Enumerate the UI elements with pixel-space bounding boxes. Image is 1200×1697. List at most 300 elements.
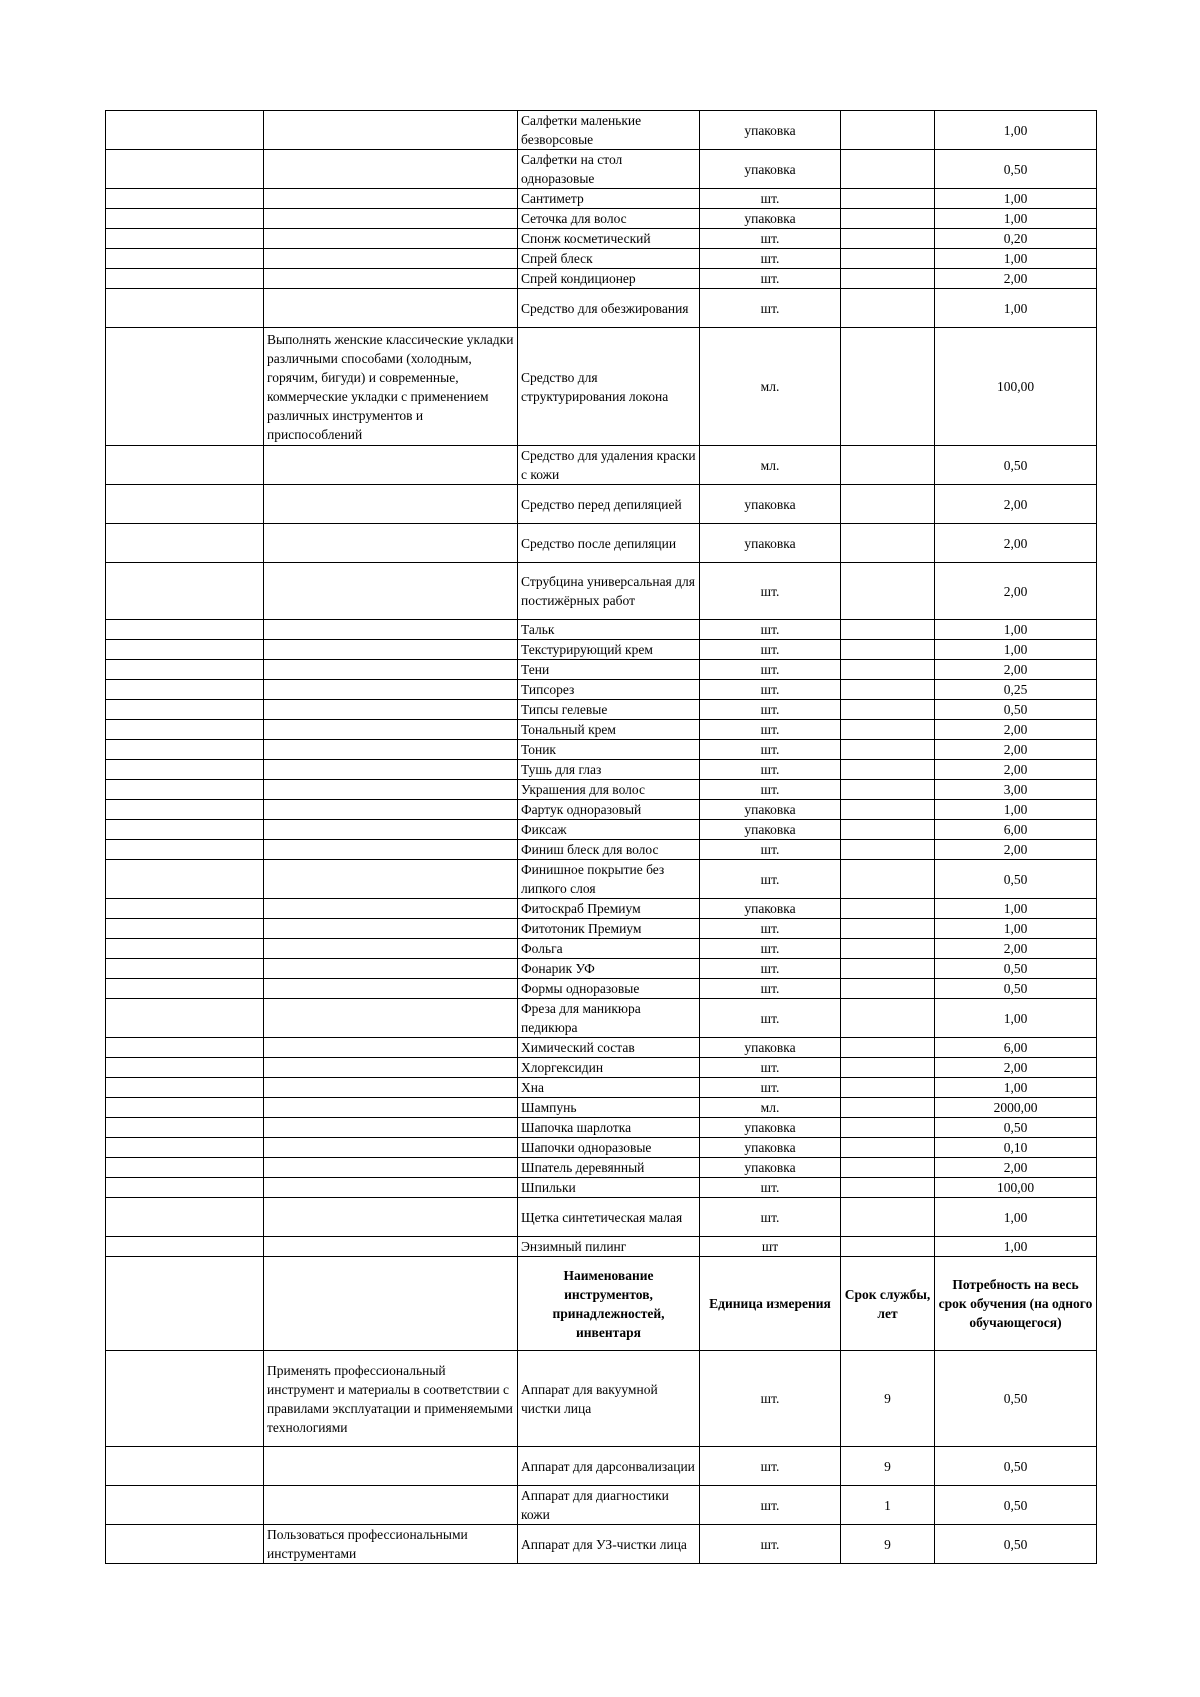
unit-cell: шт. xyxy=(700,760,841,780)
empty-cell xyxy=(106,1351,264,1447)
skill-cell xyxy=(264,229,518,249)
empty-cell xyxy=(106,939,264,959)
empty-cell xyxy=(106,150,264,189)
service-life-cell xyxy=(841,1038,935,1058)
unit-cell: шт. xyxy=(700,1198,841,1237)
empty-cell xyxy=(106,919,264,939)
unit-cell: упаковка xyxy=(700,1138,841,1158)
service-life-cell xyxy=(841,1078,935,1098)
skill-cell xyxy=(264,1158,518,1178)
empty-cell xyxy=(106,720,264,740)
unit-cell: шт. xyxy=(700,249,841,269)
quantity-cell: 1,00 xyxy=(935,111,1097,150)
table-row xyxy=(106,524,1097,563)
item-name-cell: Шапочка шарлотка xyxy=(518,1118,700,1138)
quantity-cell: 0,25 xyxy=(935,680,1097,700)
unit-cell: шт. xyxy=(700,1486,841,1525)
table-row xyxy=(106,289,1097,328)
quantity-cell: 2,00 xyxy=(935,1158,1097,1178)
service-life-cell: 9 xyxy=(841,1351,935,1447)
quantity-cell: 6,00 xyxy=(935,820,1097,840)
quantity-cell: 0,50 xyxy=(935,700,1097,720)
header-name: Наименование инструментов, принадлежностей, инвентаря xyxy=(518,1257,700,1351)
service-life-cell xyxy=(841,860,935,899)
service-life-cell xyxy=(841,959,935,979)
quantity-cell: 0,50 xyxy=(935,979,1097,999)
table-row xyxy=(106,760,1097,780)
item-name-cell: Тальк xyxy=(518,620,700,640)
empty-cell xyxy=(106,840,264,860)
skill-cell xyxy=(264,1058,518,1078)
empty-cell xyxy=(264,1257,518,1351)
item-name-cell: Салфетки на стол одноразовые xyxy=(518,150,700,189)
skill-cell xyxy=(264,524,518,563)
unit-cell: шт. xyxy=(700,939,841,959)
service-life-cell: 9 xyxy=(841,1525,935,1564)
unit-cell: шт. xyxy=(700,189,841,209)
table-row xyxy=(106,150,1097,189)
empty-cell xyxy=(106,820,264,840)
service-life-cell xyxy=(841,740,935,760)
quantity-cell: 1,00 xyxy=(935,289,1097,328)
table-row xyxy=(106,660,1097,680)
table-row xyxy=(106,700,1097,720)
table-row xyxy=(106,740,1097,760)
unit-cell: мл. xyxy=(700,328,841,446)
quantity-cell: 0,50 xyxy=(935,1351,1097,1447)
skill-cell xyxy=(264,446,518,485)
service-life-cell xyxy=(841,485,935,524)
item-name-cell: Финишное покрытие без липкого слоя xyxy=(518,860,700,899)
quantity-cell: 0,50 xyxy=(935,1525,1097,1564)
skill-cell xyxy=(264,249,518,269)
header-service-life: Срок службы, лет xyxy=(841,1257,935,1351)
skill-cell: Пользоваться профессиональными инструментами xyxy=(264,1525,518,1564)
item-name-cell: Химический состав xyxy=(518,1038,700,1058)
item-name-cell: Шапочки одноразовые xyxy=(518,1138,700,1158)
empty-cell xyxy=(106,1178,264,1198)
empty-cell xyxy=(106,1447,264,1486)
skill-cell xyxy=(264,1178,518,1198)
unit-cell: упаковка xyxy=(700,524,841,563)
unit-cell: шт. xyxy=(700,289,841,328)
skill-cell xyxy=(264,700,518,720)
empty-cell xyxy=(106,1138,264,1158)
empty-cell xyxy=(106,800,264,820)
unit-cell: шт. xyxy=(700,959,841,979)
item-name-cell: Шампунь xyxy=(518,1098,700,1118)
service-life-cell xyxy=(841,209,935,229)
skill-cell xyxy=(264,939,518,959)
service-life-cell xyxy=(841,979,935,999)
unit-cell: упаковка xyxy=(700,485,841,524)
table-row xyxy=(106,780,1097,800)
empty-cell xyxy=(106,780,264,800)
empty-cell xyxy=(106,660,264,680)
empty-cell xyxy=(106,899,264,919)
empty-cell xyxy=(106,620,264,640)
unit-cell: шт. xyxy=(700,1525,841,1564)
table-row xyxy=(106,999,1097,1038)
item-name-cell: Салфетки маленькие безворсовые xyxy=(518,111,700,150)
service-life-cell xyxy=(841,229,935,249)
service-life-cell xyxy=(841,660,935,680)
empty-cell xyxy=(106,760,264,780)
skill-cell xyxy=(264,1078,518,1098)
item-name-cell: Фартук одноразовый xyxy=(518,800,700,820)
unit-cell: шт. xyxy=(700,1351,841,1447)
unit-cell: шт. xyxy=(700,860,841,899)
item-name-cell: Средство после депиляции xyxy=(518,524,700,563)
skill-cell xyxy=(264,620,518,640)
quantity-cell: 6,00 xyxy=(935,1038,1097,1058)
quantity-cell: 1,00 xyxy=(935,620,1097,640)
skill-cell xyxy=(264,1237,518,1257)
item-name-cell: Средство для удаления краски с кожи xyxy=(518,446,700,485)
skill-cell xyxy=(264,979,518,999)
unit-cell: шт. xyxy=(700,1058,841,1078)
table-row xyxy=(106,899,1097,919)
table-row xyxy=(106,1098,1097,1118)
skill-cell: Выполнять женские классические укладки различными способами (холодным, горячим, бигуди) и современные, коммерческие укладки с применением различных инструментов и приспособлений xyxy=(264,328,518,446)
service-life-cell xyxy=(841,1058,935,1078)
table-row xyxy=(106,563,1097,620)
empty-cell xyxy=(106,269,264,289)
service-life-cell xyxy=(841,1118,935,1138)
service-life-cell xyxy=(841,1158,935,1178)
unit-cell: мл. xyxy=(700,446,841,485)
empty-cell xyxy=(106,189,264,209)
empty-cell xyxy=(106,1486,264,1525)
table-row xyxy=(106,680,1097,700)
empty-cell xyxy=(106,999,264,1038)
unit-cell: шт. xyxy=(700,700,841,720)
service-life-cell xyxy=(841,820,935,840)
empty-cell xyxy=(106,979,264,999)
service-life-cell xyxy=(841,760,935,780)
service-life-cell xyxy=(841,620,935,640)
item-name-cell: Аппарат для диагностики кожи xyxy=(518,1486,700,1525)
header-need: Потребность на весь срок обучения (на одного обучающегося) xyxy=(935,1257,1097,1351)
empty-cell xyxy=(106,446,264,485)
service-life-cell xyxy=(841,111,935,150)
empty-cell xyxy=(106,229,264,249)
unit-cell: шт. xyxy=(700,999,841,1038)
table-row xyxy=(106,919,1097,939)
table-row xyxy=(106,446,1097,485)
table-row xyxy=(106,959,1097,979)
skill-cell xyxy=(264,740,518,760)
service-life-cell: 1 xyxy=(841,1486,935,1525)
table-row xyxy=(106,820,1097,840)
skill-cell xyxy=(264,1098,518,1118)
table-row xyxy=(106,1058,1097,1078)
service-life-cell xyxy=(841,939,935,959)
unit-cell: упаковка xyxy=(700,1158,841,1178)
unit-cell: упаковка xyxy=(700,1038,841,1058)
item-name-cell: Щетка синтетическая малая xyxy=(518,1198,700,1237)
skill-cell xyxy=(264,111,518,150)
table-row xyxy=(106,1525,1097,1564)
unit-cell: упаковка xyxy=(700,111,841,150)
quantity-cell: 2000,00 xyxy=(935,1098,1097,1118)
table-row xyxy=(106,939,1097,959)
item-name-cell: Фитоскраб Премиум xyxy=(518,899,700,919)
quantity-cell: 2,00 xyxy=(935,485,1097,524)
unit-cell: шт. xyxy=(700,979,841,999)
skill-cell xyxy=(264,959,518,979)
table-row xyxy=(106,1178,1097,1198)
table-row xyxy=(106,1118,1097,1138)
skill-cell xyxy=(264,860,518,899)
empty-cell xyxy=(106,209,264,229)
skill-cell xyxy=(264,780,518,800)
quantity-cell: 2,00 xyxy=(935,524,1097,563)
table-row xyxy=(106,979,1097,999)
empty-cell xyxy=(106,1257,264,1351)
skill-cell xyxy=(264,150,518,189)
quantity-cell: 2,00 xyxy=(935,1058,1097,1078)
item-name-cell: Энзимный пилинг xyxy=(518,1237,700,1257)
empty-cell xyxy=(106,1058,264,1078)
item-name-cell: Фонарик УФ xyxy=(518,959,700,979)
skill-cell xyxy=(264,189,518,209)
skill-cell xyxy=(264,1138,518,1158)
empty-cell xyxy=(106,249,264,269)
unit-cell: упаковка xyxy=(700,1118,841,1138)
quantity-cell: 0,10 xyxy=(935,1138,1097,1158)
service-life-cell xyxy=(841,1138,935,1158)
service-life-cell xyxy=(841,640,935,660)
item-name-cell: Типсы гелевые xyxy=(518,700,700,720)
table-header-row xyxy=(106,1257,1097,1351)
unit-cell: упаковка xyxy=(700,820,841,840)
unit-cell: шт. xyxy=(700,780,841,800)
table-row xyxy=(106,1447,1097,1486)
item-name-cell: Фиксаж xyxy=(518,820,700,840)
table-row xyxy=(106,1138,1097,1158)
unit-cell: шт. xyxy=(700,840,841,860)
item-name-cell: Средство для обезжирования xyxy=(518,289,700,328)
table-row xyxy=(106,860,1097,899)
item-name-cell: Спонж косметический xyxy=(518,229,700,249)
table-row xyxy=(106,485,1097,524)
skill-cell xyxy=(264,800,518,820)
item-name-cell: Фитотоник Премиум xyxy=(518,919,700,939)
quantity-cell: 2,00 xyxy=(935,720,1097,740)
table-row xyxy=(106,1351,1097,1447)
quantity-cell: 2,00 xyxy=(935,563,1097,620)
quantity-cell: 1,00 xyxy=(935,800,1097,820)
quantity-cell: 0,20 xyxy=(935,229,1097,249)
unit-cell: упаковка xyxy=(700,150,841,189)
unit-cell: шт. xyxy=(700,1178,841,1198)
item-name-cell: Фольга xyxy=(518,939,700,959)
skill-cell xyxy=(264,899,518,919)
unit-cell: шт. xyxy=(700,269,841,289)
service-life-cell xyxy=(841,919,935,939)
service-life-cell xyxy=(841,999,935,1038)
table-row xyxy=(106,1158,1097,1178)
unit-cell: шт. xyxy=(700,919,841,939)
quantity-cell: 2,00 xyxy=(935,760,1097,780)
quantity-cell: 2,00 xyxy=(935,840,1097,860)
skill-cell xyxy=(264,485,518,524)
skill-cell xyxy=(264,1198,518,1237)
table-row xyxy=(106,1078,1097,1098)
quantity-cell: 0,50 xyxy=(935,1486,1097,1525)
service-life-cell xyxy=(841,150,935,189)
table-row xyxy=(106,720,1097,740)
service-life-cell xyxy=(841,720,935,740)
quantity-cell: 1,00 xyxy=(935,919,1097,939)
quantity-cell: 0,50 xyxy=(935,446,1097,485)
table-row xyxy=(106,620,1097,640)
skill-cell xyxy=(264,563,518,620)
item-name-cell: Тушь для глаз xyxy=(518,760,700,780)
quantity-cell: 2,00 xyxy=(935,939,1097,959)
empty-cell xyxy=(106,328,264,446)
service-life-cell xyxy=(841,780,935,800)
quantity-cell: 1,00 xyxy=(935,249,1097,269)
empty-cell xyxy=(106,680,264,700)
skill-cell xyxy=(264,660,518,680)
unit-cell: шт. xyxy=(700,229,841,249)
quantity-cell: 0,50 xyxy=(935,150,1097,189)
unit-cell: шт. xyxy=(700,720,841,740)
quantity-cell: 0,50 xyxy=(935,860,1097,899)
item-name-cell: Тени xyxy=(518,660,700,680)
empty-cell xyxy=(106,289,264,328)
item-name-cell: Типсорез xyxy=(518,680,700,700)
table-row xyxy=(106,1237,1097,1257)
skill-cell xyxy=(264,209,518,229)
empty-cell xyxy=(106,1158,264,1178)
table-row xyxy=(106,1486,1097,1525)
inventory-table xyxy=(105,110,1097,1564)
service-life-cell xyxy=(841,800,935,820)
quantity-cell: 100,00 xyxy=(935,328,1097,446)
unit-cell: шт. xyxy=(700,640,841,660)
table-row xyxy=(106,1038,1097,1058)
empty-cell xyxy=(106,1118,264,1138)
skill-cell xyxy=(264,269,518,289)
empty-cell xyxy=(106,563,264,620)
empty-cell xyxy=(106,1098,264,1118)
service-life-cell: 9 xyxy=(841,1447,935,1486)
item-name-cell: Хна xyxy=(518,1078,700,1098)
quantity-cell: 1,00 xyxy=(935,640,1097,660)
unit-cell: шт. xyxy=(700,660,841,680)
quantity-cell: 1,00 xyxy=(935,209,1097,229)
skill-cell xyxy=(264,840,518,860)
item-name-cell: Спрей блеск xyxy=(518,249,700,269)
service-life-cell xyxy=(841,524,935,563)
item-name-cell: Формы одноразовые xyxy=(518,979,700,999)
unit-cell: шт. xyxy=(700,620,841,640)
table-row xyxy=(106,209,1097,229)
quantity-cell: 100,00 xyxy=(935,1178,1097,1198)
service-life-cell xyxy=(841,563,935,620)
unit-cell: шт. xyxy=(700,1078,841,1098)
item-name-cell: Спрей кондиционер xyxy=(518,269,700,289)
item-name-cell: Аппарат для УЗ-чистки лица xyxy=(518,1525,700,1564)
skill-cell xyxy=(264,820,518,840)
skill-cell xyxy=(264,1118,518,1138)
skill-cell xyxy=(264,999,518,1038)
skill-cell xyxy=(264,1486,518,1525)
item-name-cell: Средство для структурирования локона xyxy=(518,328,700,446)
empty-cell xyxy=(106,700,264,720)
skill-cell xyxy=(264,289,518,328)
unit-cell: шт. xyxy=(700,1447,841,1486)
empty-cell xyxy=(106,1525,264,1564)
empty-cell xyxy=(106,524,264,563)
table-row xyxy=(106,111,1097,150)
item-name-cell: Тональный крем xyxy=(518,720,700,740)
service-life-cell xyxy=(841,1098,935,1118)
skill-cell xyxy=(264,640,518,660)
item-name-cell: Струбцина универсальная для постижёрных работ xyxy=(518,563,700,620)
table-row xyxy=(106,640,1097,660)
item-name-cell: Аппарат для вакуумной чистки лица xyxy=(518,1351,700,1447)
empty-cell xyxy=(106,1078,264,1098)
quantity-cell: 1,00 xyxy=(935,1078,1097,1098)
service-life-cell xyxy=(841,328,935,446)
table-row xyxy=(106,840,1097,860)
item-name-cell: Сантиметр xyxy=(518,189,700,209)
empty-cell xyxy=(106,860,264,899)
quantity-cell: 2,00 xyxy=(935,660,1097,680)
item-name-cell: Текстурирующий крем xyxy=(518,640,700,660)
item-name-cell: Аппарат для дарсонвализации xyxy=(518,1447,700,1486)
empty-cell xyxy=(106,485,264,524)
service-life-cell xyxy=(841,1237,935,1257)
empty-cell xyxy=(106,1198,264,1237)
table-row xyxy=(106,328,1097,446)
table-row xyxy=(106,269,1097,289)
unit-cell: шт. xyxy=(700,680,841,700)
quantity-cell: 3,00 xyxy=(935,780,1097,800)
quantity-cell: 1,00 xyxy=(935,1237,1097,1257)
unit-cell: шт. xyxy=(700,740,841,760)
item-name-cell: Сеточка для волос xyxy=(518,209,700,229)
quantity-cell: 2,00 xyxy=(935,269,1097,289)
table-body xyxy=(106,111,1097,1564)
skill-cell: Применять профессиональный инструмент и материалы в соответствии с правилами эксплуатации и применяемыми технологиями xyxy=(264,1351,518,1447)
service-life-cell xyxy=(841,289,935,328)
unit-cell: упаковка xyxy=(700,899,841,919)
empty-cell xyxy=(106,640,264,660)
service-life-cell xyxy=(841,1178,935,1198)
service-life-cell xyxy=(841,680,935,700)
quantity-cell: 0,50 xyxy=(935,959,1097,979)
item-name-cell: Фреза для маникюра педикюра xyxy=(518,999,700,1038)
item-name-cell: Тоник xyxy=(518,740,700,760)
service-life-cell xyxy=(841,269,935,289)
unit-cell: мл. xyxy=(700,1098,841,1118)
item-name-cell: Шпатель деревянный xyxy=(518,1158,700,1178)
skill-cell xyxy=(264,720,518,740)
header-unit: Единица измерения xyxy=(700,1257,841,1351)
empty-cell xyxy=(106,1237,264,1257)
unit-cell: шт. xyxy=(700,563,841,620)
skill-cell xyxy=(264,1447,518,1486)
quantity-cell: 1,00 xyxy=(935,899,1097,919)
service-life-cell xyxy=(841,249,935,269)
quantity-cell: 1,00 xyxy=(935,999,1097,1038)
quantity-cell: 0,50 xyxy=(935,1118,1097,1138)
